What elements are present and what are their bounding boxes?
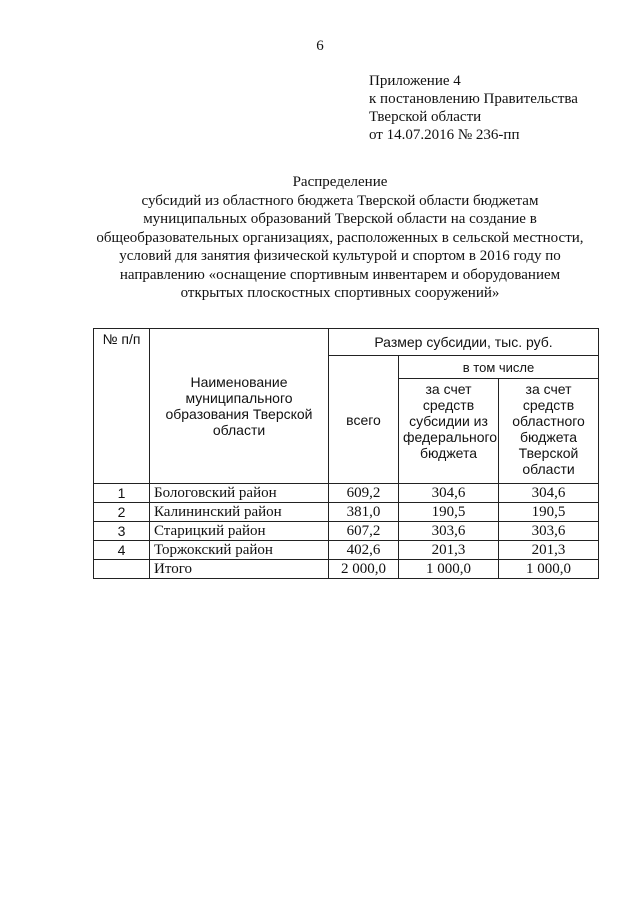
row-number: 3 — [94, 522, 150, 541]
row-regional: 303,6 — [499, 522, 599, 541]
appendix-line: от 14.07.2016 № 236-пп — [369, 127, 520, 143]
header-total: всего — [329, 356, 399, 484]
table-row — [94, 522, 599, 541]
row-federal: 1 000,0 — [399, 560, 499, 579]
row-regional: 1 000,0 — [499, 560, 599, 579]
row-name: Старицкий район — [150, 522, 329, 541]
row-number — [94, 560, 150, 579]
row-federal: 304,6 — [399, 484, 499, 503]
row-number: 1 — [94, 484, 150, 503]
row-regional: 304,6 — [499, 484, 599, 503]
row-total: 402,6 — [329, 541, 399, 560]
row-number: 4 — [94, 541, 150, 560]
title-line: субсидий из областного бюджета Тверской области бюджетам — [141, 192, 539, 209]
appendix-line: Приложение 4 — [369, 73, 461, 89]
row-total: 2 000,0 — [329, 560, 399, 579]
row-federal: 201,3 — [399, 541, 499, 560]
title-line: муниципальных образований Тверской области на создание в — [143, 211, 537, 227]
row-number: 2 — [94, 503, 150, 522]
document-title — [90, 173, 590, 303]
row-regional: 201,3 — [499, 541, 599, 560]
row-name: Итого — [150, 560, 329, 579]
row-name: Торжокский район — [150, 541, 329, 560]
row-federal: 190,5 — [399, 503, 499, 522]
table-row — [94, 484, 599, 503]
header-regional: за счет средств областного бюджета Тверской области — [499, 379, 599, 484]
table-row — [94, 503, 599, 522]
page-number: 6 — [316, 38, 324, 54]
title-line: направлению «оснащение спортивным инвентарем и оборудованием — [119, 266, 561, 283]
header-subsidy-size: Размер субсидии, тыс. руб. — [329, 329, 599, 356]
row-total: 381,0 — [329, 503, 399, 522]
header-federal: за счет средств субсидии из федерального бюджета — [399, 379, 499, 484]
row-name: Калининский район — [150, 503, 329, 522]
subsidy-table — [93, 328, 599, 579]
title-line: общеобразовательных организациях, расположенных в сельской местности, — [96, 229, 584, 246]
row-name: Бологовский район — [150, 484, 329, 503]
row-total: 607,2 — [329, 522, 399, 541]
row-regional: 190,5 — [499, 503, 599, 522]
appendix-line: к постановлению Правительства — [369, 91, 578, 107]
header-name: Наименование муниципального образования Тверской области — [150, 329, 329, 484]
row-federal: 303,6 — [399, 522, 499, 541]
table-row — [94, 541, 599, 560]
header-number: № п/п — [94, 329, 150, 484]
appendix-line: Тверской области — [369, 109, 482, 125]
header-including: в том числе — [399, 356, 599, 379]
table-total-row — [94, 560, 599, 579]
appendix-block — [369, 72, 578, 144]
title-heading: Распределение — [292, 174, 388, 190]
title-line: открытых плоскостных спортивных сооружений» — [180, 285, 500, 301]
title-line: условий для занятия физической культурой и спортом в 2016 году по — [119, 248, 561, 264]
row-total: 609,2 — [329, 484, 399, 503]
